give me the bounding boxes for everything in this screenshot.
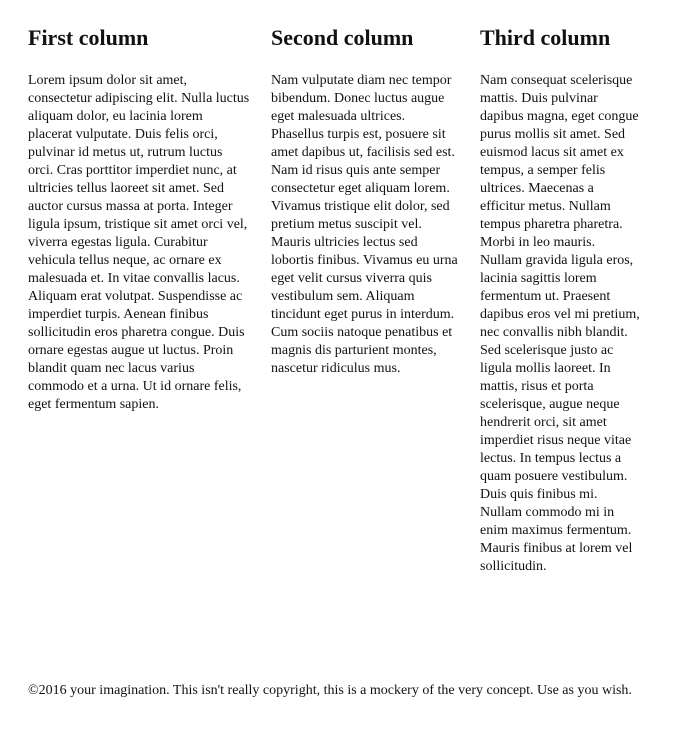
third-column (480, 24, 640, 576)
third-column-text: Nam consequat scelerisque mattis. Duis pulvinar dapibus magna, eget congue purus mollis sit amet. Sed euismod lacus sit amet ex tempus, a semper felis ultrices. Maecenas a efficitur metus. Nullam tempus pharetra pharetra. Morbi in leo mauris. Nullam gravida ligula eros, lacinia sagittis lorem fermentum ut. Praesent dapibus eros vel mi pretium, nec convallis nibh blandit. Sed scelerisque justo ac ligula mollis laoreet. In mattis, risus et porta scelerisque, augue neque hendrerit orci, sit amet imperdiet risus neque vitae lectus. In tempus lectus a quam posuere vestibulum. Duis quis finibus mi. Nullam commodo mi in enim maximus fermentum. Mauris finibus at lorem vel sollicitudin. (480, 73, 640, 574)
first-column-text: Lorem ipsum dolor sit amet, consectetur adipiscing elit. Nulla luctus aliquam dolor, eu lacinia lorem placerat vulputate. Duis felis orci, pulvinar id metus ut, rutrum luctus orci. Cras porttitor imperdiet nunc, at ultricies tellus laoreet sit amet. Sed auctor cursus massa at porta. Integer ligula ipsum, tristique sit amet orci vel, viverra egestas ligula. Curabitur vehicula tellus neque, ac ornare ex malesuada et. In vitae convallis lacus. Aliquam erat volutpat. Suspendisse ac imperdiet turpis. Aenean finibus sollicitudin eros pharetra congue. Duis ornare egestas augue ut luctus. Proin blandit quam nec lacus varius commodo et a urna. Ut id ornare felis, eget fermentum sapien. (28, 73, 250, 412)
third-column-heading: Third column (480, 25, 611, 50)
second-column-heading: Second column (271, 25, 414, 50)
second-column (271, 24, 461, 378)
footer-copyright: ©2016 your imagination. This isn't really copyright, this is a mockery of the very concept. Use as you wish. (28, 683, 632, 698)
first-column (28, 24, 250, 414)
first-column-heading: First column (28, 25, 149, 50)
second-column-text: Nam vulputate diam nec tempor bibendum. Donec luctus augue eget malesuada ultrices. Phasellus turpis est, posuere sit amet dapibus ut, facilisis sed est. Nam id risus quis ante semper consectetur eget aliquam lorem. Vivamus tristique elit dolor, sed pretium metus suscipit vel. Mauris ultricies lectus sed lobortis finibus. Vivamus eu urna eget velit cursus viverra quis vestibulum sem. Aliquam tincidunt eget purus in interdum. Cum sociis natoque penatibus et magnis dis parturient montes, nascetur ridiculus mus. (271, 73, 458, 376)
